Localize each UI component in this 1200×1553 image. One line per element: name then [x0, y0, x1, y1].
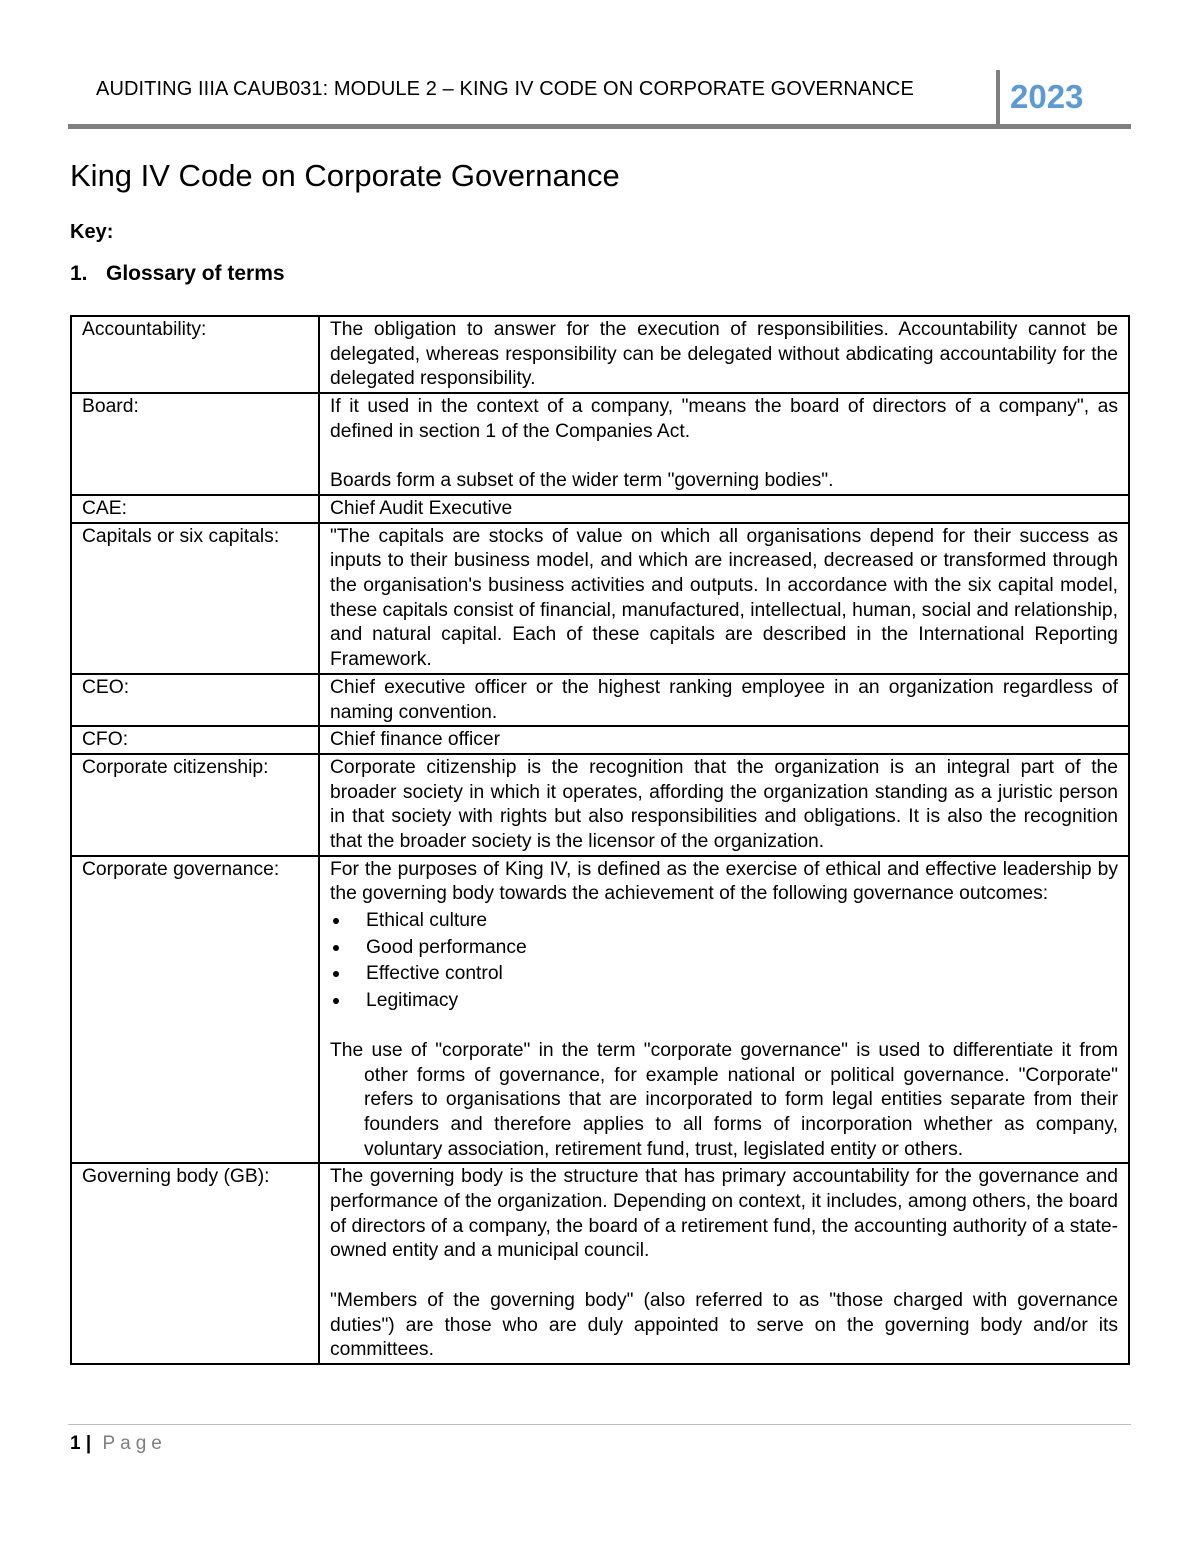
header-rule	[68, 124, 1131, 129]
header-year: 2023	[1010, 78, 1084, 115]
glossary-definition: Chief finance officer	[319, 726, 1129, 754]
glossary-row-cfo	[71, 726, 1129, 754]
footer-rule	[68, 1424, 1131, 1425]
glossary-row-accountability	[71, 316, 1129, 393]
list-item: Effective control	[330, 961, 1118, 988]
footer-separator: |	[85, 1433, 92, 1454]
header-title: AUDITING IIIA CAUB031: MODULE 2 – KING IV CODE ON CORPORATE GOVERNANCE	[96, 78, 914, 100]
page-footer	[70, 1433, 167, 1455]
glossary-definition	[319, 856, 1129, 1164]
glossary-row-board	[71, 393, 1129, 495]
glossary-table	[70, 315, 1130, 1365]
section-number: 1.	[70, 262, 88, 285]
definition-paragraph: The use of "corporate" in the term "corporate governance" is used to differentiate it from other forms of governance, for example national or political governance. "Corporate" refers to organisations that are incorporated to form legal entities separate from their founders and therefore applies to all forms of incorporation whether as company, voluntary association, retirement fund, trust, legislated entity or others.	[330, 1039, 1118, 1160]
list-item: Ethical culture	[330, 908, 1118, 935]
glossary-term: CFO:	[71, 726, 319, 754]
glossary-definition	[319, 1163, 1129, 1364]
glossary-term: Capitals or six capitals:	[71, 523, 319, 674]
glossary-term: Corporate governance:	[71, 856, 319, 1164]
list-item: Legitimacy	[330, 988, 1118, 1015]
glossary-definition: Chief Audit Executive	[319, 495, 1129, 523]
glossary-term: CEO:	[71, 674, 319, 726]
glossary-term: Corporate citizenship:	[71, 754, 319, 856]
glossary-row-corporate-governance	[71, 856, 1129, 1164]
definition-paragraph: The governing body is the structure that has primary accountability for the governance and performance of the organization. Depending on context, it includes, among others, the board of directors of a company, the board of a retirement fund, the accounting authority of a state-owned entity and a municipal council.	[330, 1166, 1118, 1262]
section-heading	[70, 262, 285, 286]
glossary-term: Accountability:	[71, 316, 319, 393]
page-label: Page	[102, 1433, 167, 1454]
glossary-definition: Corporate citizenship is the recognition that the organization is an integral part of the broader society in which it operates, affording the organization standing as a juristic person in that society with rights but also responsibilities and obligations. It is also the recognition that the broader society is the licensor of the organization.	[319, 754, 1129, 856]
glossary-definition: The obligation to answer for the execution of responsibilities. Accountability cannot be delegated, whereas responsibility can be delegated without abdicating accountability for the delegated responsibility.	[319, 316, 1129, 393]
document-title: King IV Code on Corporate Governance	[70, 158, 620, 193]
list-item: Good performance	[330, 935, 1118, 962]
glossary-term: Governing body (GB):	[71, 1163, 319, 1364]
glossary-definition: Chief executive officer or the highest ranking employee in an organization regardless of naming convention.	[319, 674, 1129, 726]
glossary-row-cae	[71, 495, 1129, 523]
definition-paragraph: Boards form a subset of the wider term "governing bodies".	[330, 470, 834, 492]
glossary-definition: "The capitals are stocks of value on which all organisations depend for their success as inputs to their business model, and which are increased, decreased or transformed through the organisation's business activities and outputs. In accordance with the six capital model, these capitals consist of financial, manufactured, intellectual, human, social and relationship, and natural capital. Each of these capitals are described in the International Reporting Framework.	[319, 523, 1129, 674]
governance-outcomes-list	[330, 908, 1118, 1014]
glossary-row-capitals	[71, 523, 1129, 674]
definition-paragraph: If it used in the context of a company, "means the board of directors of a company", as defined in section 1 of the Companies Act.	[330, 396, 1118, 442]
definition-paragraph: For the purposes of King IV, is defined as the exercise of ethical and effective leadership by the governing body towards the achievement of the following governance outcomes:	[330, 858, 1118, 905]
key-label: Key:	[70, 221, 114, 243]
glossary-term: Board:	[71, 393, 319, 495]
glossary-row-governing-body	[71, 1163, 1129, 1364]
page-number: 1	[70, 1433, 81, 1454]
glossary-row-corporate-citizenship	[71, 754, 1129, 856]
header-divider	[996, 70, 1000, 128]
section-title: Glossary of terms	[106, 262, 285, 285]
glossary-term: CAE:	[71, 495, 319, 523]
glossary-definition	[319, 393, 1129, 495]
glossary-row-ceo	[71, 674, 1129, 726]
definition-paragraph: "Members of the governing body" (also referred to as "those charged with governance duties") are those who are duly appointed to serve on the governing body and/or its committees.	[330, 1289, 1118, 1361]
